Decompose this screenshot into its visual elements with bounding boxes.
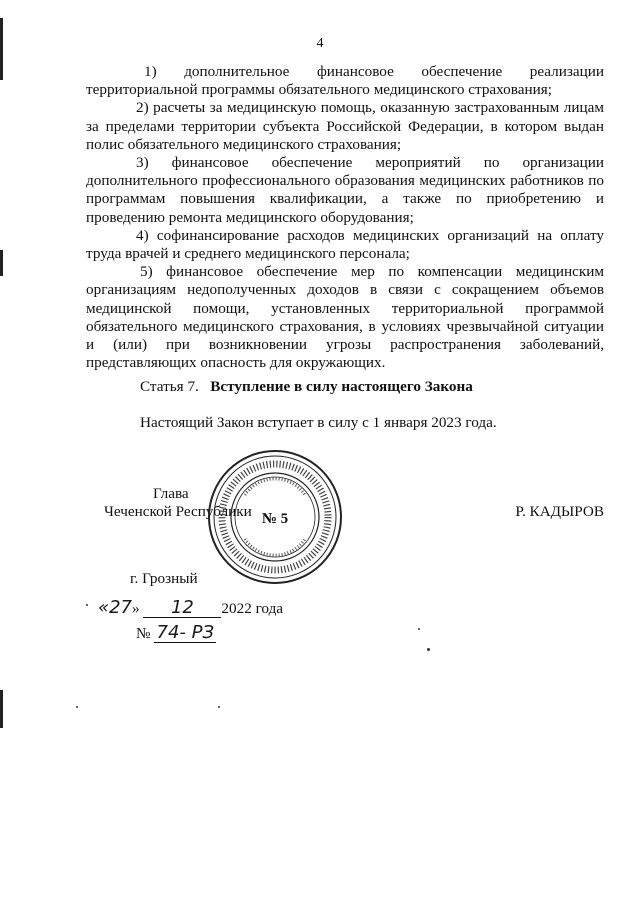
month-handwritten: 12 [170, 597, 194, 618]
signatory-name: Р. КАДЫРОВ [515, 503, 604, 520]
seal-graphic [205, 447, 345, 587]
official-seal [205, 447, 345, 587]
list-item: 5) финансовое обеспечение мер по компенсации медицинским организациям недополученных доходов в связи с сокращением объемов медицинской помощи, установленных территориальной программой обязательного медицинского страхования, в условиях чрезвычайной ситуации и (или) при возникновении угрозы распространения заболеваний, представляющих опасность для окружающих. [86, 263, 604, 372]
list-item: 4) софинансирование расходов медицинских организаций на оплату труда врачей и среднего медицинского персонала; [86, 226, 604, 263]
signing-date [98, 597, 283, 618]
list-item: 3) финансовое обеспечение мероприятий по организации дополнительного профессионального образования медицинских работников по программам повышения квалификации, а также по приобретению и проведению ремонта медицинского оборудования; [86, 154, 604, 226]
list-item: 1) дополнительное финансовое обеспечение реализации территориальной программы обязательного медицинского страхования; [86, 63, 604, 99]
law-text-body [86, 63, 604, 372]
list-item: 2) расчеты за медицинскую помощь, оказанную застрахованным лицам за пределами территории субъекта Российской Федерации, в котором выдан полис обязательного медицинского страхования; [86, 99, 604, 153]
quote-close: » [132, 600, 140, 617]
seal-number: № 5 [261, 511, 289, 527]
number-handwritten: 74- РЗ [156, 622, 215, 643]
scan-speck [76, 706, 78, 708]
scan-speck [86, 604, 88, 606]
scan-speck [427, 648, 430, 651]
signatory-region: Чеченской Республики [104, 503, 252, 520]
article-heading [140, 378, 473, 396]
number-label: № [136, 625, 151, 642]
article-label: Статья 7. [140, 378, 199, 395]
place-of-signing: г. Грозный [130, 570, 198, 587]
page-number: 4 [316, 36, 324, 51]
scan-edge-mark [0, 250, 3, 276]
signatory-title: Глава [153, 485, 189, 502]
quote-open: « [98, 597, 110, 618]
scan-speck [418, 628, 420, 630]
scan-speck [218, 706, 220, 708]
year-text: 2022 года [221, 600, 284, 617]
day-handwritten: 27 [109, 597, 133, 618]
effective-date-text: Настоящий Закон вступает в силу с 1 января 2023 года. [140, 414, 497, 431]
article-title: Вступление в силу настоящего Закона [210, 378, 473, 395]
scan-edge-mark [0, 690, 3, 728]
law-number [136, 622, 216, 643]
